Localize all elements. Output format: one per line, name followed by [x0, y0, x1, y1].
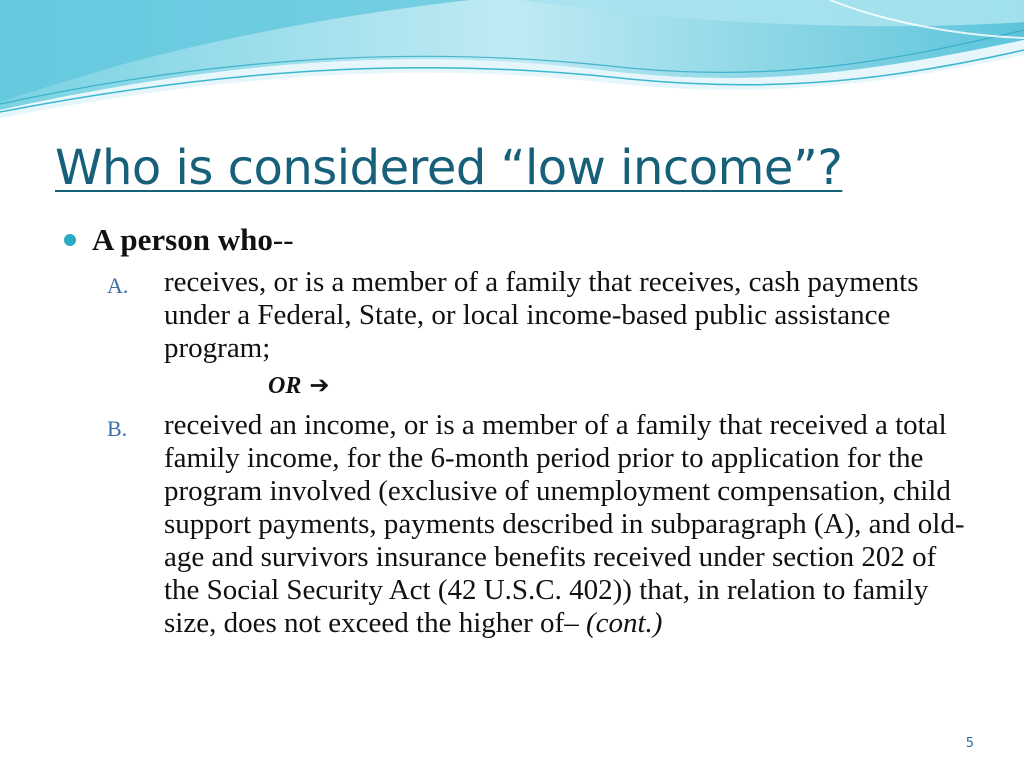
sub-item-b: [60, 409, 970, 640]
bullet-point: [60, 222, 970, 258]
sub-item-text: received an income, or is a member of a family that received a total family income, for the 6-month period prior to application for the program involved (exclusive of unemployment compensation, child support payments, payments described in subparagraph (A), and old-age and survivors insurance benefits received under section 202 of the Social Security Act (42 U.S.C. 402)) that, in relation to family size, does not exceed the higher of–: [164, 409, 965, 639]
right-arrow-icon: ➔: [309, 373, 330, 399]
continued-note: (cont.): [585, 607, 663, 639]
sub-item-text: receives, or is a member of a family that receives, cash payments under a Federal, State, or local income-based public assistance program;: [164, 266, 919, 364]
sub-item-marker: A.: [107, 273, 129, 298]
or-label: OR: [268, 373, 302, 399]
slide-title: Who is considered “low income”?: [55, 140, 843, 196]
page-number: 5: [965, 736, 974, 751]
bullet-icon: [64, 234, 76, 246]
or-connector: [60, 371, 970, 401]
bullet-lead-dash: --: [272, 222, 294, 257]
sub-list: [60, 266, 970, 640]
bullet-lead-bold: A person who: [92, 222, 273, 257]
slide-content: [60, 222, 970, 646]
header-wave-decoration: [0, 0, 1024, 130]
sub-item-a: [60, 266, 970, 365]
sub-item-marker: B.: [107, 416, 128, 441]
